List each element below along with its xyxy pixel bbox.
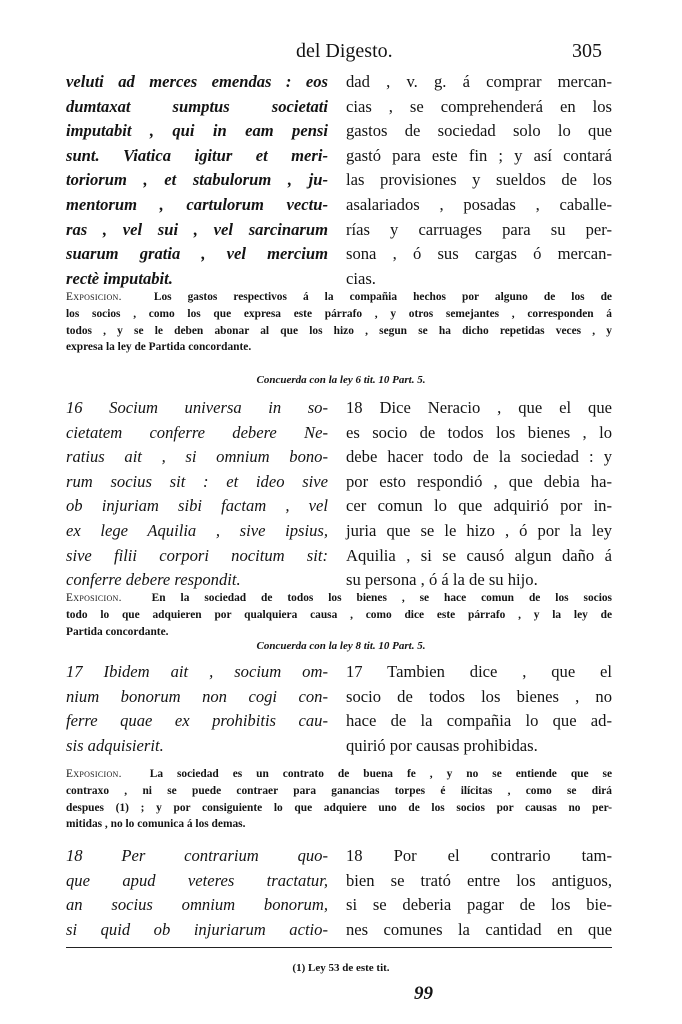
latin-line: veluti ad merces emendas : eos	[66, 72, 328, 91]
latin-line: imputabit , qui in eam pensi	[66, 121, 328, 141]
footnote-rule	[66, 947, 612, 948]
latin-line: conferre debere respondit.	[66, 570, 241, 590]
concuerda-note-2: Concuerda con la ley 8 tit. 10 Part. 5.	[256, 640, 426, 652]
spanish-line: gastos de sociedad solo lo que	[346, 121, 612, 141]
latin-line: sive filii corpori nocitum sit:	[66, 545, 328, 565]
latin-line: 16 Socium universa in so-	[66, 398, 328, 417]
running-title: del Digesto.	[296, 40, 393, 62]
latin-line: an socius omnium bonorum,	[66, 895, 328, 915]
latin-line: 17 Ibidem ait , socium om-	[66, 662, 328, 681]
latin-line: suarum gratia , vel mercium	[66, 244, 328, 264]
spanish-line: socio de todos los bienes , no	[346, 686, 612, 706]
exposicion-block-1	[66, 289, 612, 356]
exposicion-line: Exposicion. Los gastos respectivos á la compañia hechos por alguno de los de	[66, 291, 612, 303]
spanish-line: rías y carruages para su per-	[346, 219, 612, 239]
spanish-line: bien se trató entre los antiguos,	[346, 870, 612, 890]
signature-mark: 99	[414, 983, 433, 1004]
latin-line: sunt. Viatica igitur et meri-	[66, 145, 328, 165]
exposicion-block-3	[66, 766, 612, 833]
spanish-line: si se deberia pagar de los bie-	[346, 895, 612, 915]
latin-line: ob injuriam sibi factam , vel	[66, 496, 328, 516]
latin-line: 18 Per contrarium quo-	[66, 846, 328, 865]
latin-column-block-1	[66, 70, 328, 291]
exposicion-line: Partida concordante.	[66, 625, 169, 638]
spanish-line: debe hacer todo de la sociedad : y	[346, 447, 612, 467]
exposicion-label: Exposicion.	[66, 592, 122, 604]
spanish-line: 18 Por el contrario tam-	[346, 846, 612, 865]
latin-line: toriorum , et stabulorum , ju-	[66, 170, 328, 190]
spanish-line: nes comunes la cantidad en que	[346, 919, 612, 939]
spanish-line: su persona , ó á la de su hijo.	[346, 570, 538, 590]
spanish-column-block-4	[346, 844, 612, 942]
latin-line: si quid ob injuriarum actio-	[66, 919, 328, 939]
latin-line: mentorum , cartulorum vectu-	[66, 194, 328, 214]
page-number: 305	[572, 40, 602, 62]
exposicion-line: los socios , como los que expresa este párrafo , y otros semejantes , corresponden á	[66, 307, 612, 320]
exposicion-line: Exposicion. En la sociedad de todos los bienes , se hace comun de los socios	[66, 592, 612, 604]
spanish-line: dad , v. g. á comprar mercan-	[346, 72, 612, 91]
latin-line: ras , vel sui , vel sarcinarum	[66, 219, 328, 239]
spanish-line: 17 Tambien dice , que el	[346, 662, 612, 681]
exposicion-line: mitidas , no lo comunica á los demas.	[66, 818, 246, 831]
exposicion-block-2	[66, 590, 612, 640]
exposicion-line: despues (1) ; y por consiguiente lo que adquiere uno de los socios por causas no per-	[66, 801, 612, 814]
exposicion-line: todos , y se le deben abonar al que los hizo , segun se ha dicho repetidas veces , y	[66, 324, 612, 337]
spanish-line: quirió por causas prohibidas.	[346, 735, 538, 755]
latin-line: cietatem conferre debere Ne-	[66, 422, 328, 442]
latin-line: ratius ait , si omnium bono-	[66, 447, 328, 467]
latin-line: ex lege Aquilia , sive ipsius,	[66, 520, 328, 540]
latin-column-block-3	[66, 660, 328, 758]
spanish-column-block-1	[346, 70, 612, 291]
exposicion-label: Exposicion.	[66, 291, 122, 303]
spanish-line: cias , se comprehenderá en los	[346, 96, 612, 116]
spanish-line: gastó para este fin ; y así contará	[346, 145, 612, 165]
spanish-line: es socio de todos los bienes , lo	[346, 422, 612, 442]
spanish-line: las provisiones y sueldos de los	[346, 170, 612, 190]
spanish-line: asalariados , posadas , caballe-	[346, 194, 612, 214]
exposicion-line: expresa la ley de Partida concordante.	[66, 341, 252, 354]
exposicion-line: Exposicion. La sociedad es un contrato de buena fe , y no se entiende que se	[66, 768, 612, 780]
spanish-line: hace de la compañia lo que ad-	[346, 711, 612, 731]
spanish-line: Aquilia , si se causó algun daño á	[346, 545, 612, 565]
spanish-line: cer comun lo que adquirió por in-	[346, 496, 612, 516]
latin-column-block-2	[66, 396, 328, 593]
footnote: (1) Ley 53 de este tit.	[292, 962, 390, 974]
concuerda-note-1: Concuerda con la ley 6 tit. 10 Part. 5.	[256, 374, 426, 386]
latin-line: sis adquisierit.	[66, 735, 164, 755]
exposicion-line: contraxo , ni se puede contraer para ganancias torpes é ilícitas , como se dirá	[66, 784, 612, 797]
latin-line: que apud veteres tractatur,	[66, 870, 328, 890]
latin-line: rum socius sit : et ideo sive	[66, 471, 328, 491]
spanish-line: sona , ó sus cargas ó mercan-	[346, 244, 612, 264]
latin-line: nium bonorum non cogi con-	[66, 686, 328, 706]
spanish-column-block-3	[346, 660, 612, 758]
latin-line: rectè imputabit.	[66, 268, 173, 288]
spanish-line: por esto respondió , que debia ha-	[346, 471, 612, 491]
spanish-line: 18 Dice Neracio , que el que	[346, 398, 612, 417]
spanish-line: juria que se le hizo , ó por la ley	[346, 520, 612, 540]
exposicion-label: Exposicion.	[66, 768, 122, 780]
latin-column-block-4	[66, 844, 328, 942]
latin-line: ferre quae ex prohibitis cau-	[66, 711, 328, 731]
spanish-line: cias.	[346, 268, 376, 288]
exposicion-line: todo lo que adquieren por qualquiera causa , como dice este párrafo , y la ley de	[66, 608, 612, 621]
spanish-column-block-2	[346, 396, 612, 593]
latin-line: dumtaxat sumptus societati	[66, 96, 328, 116]
